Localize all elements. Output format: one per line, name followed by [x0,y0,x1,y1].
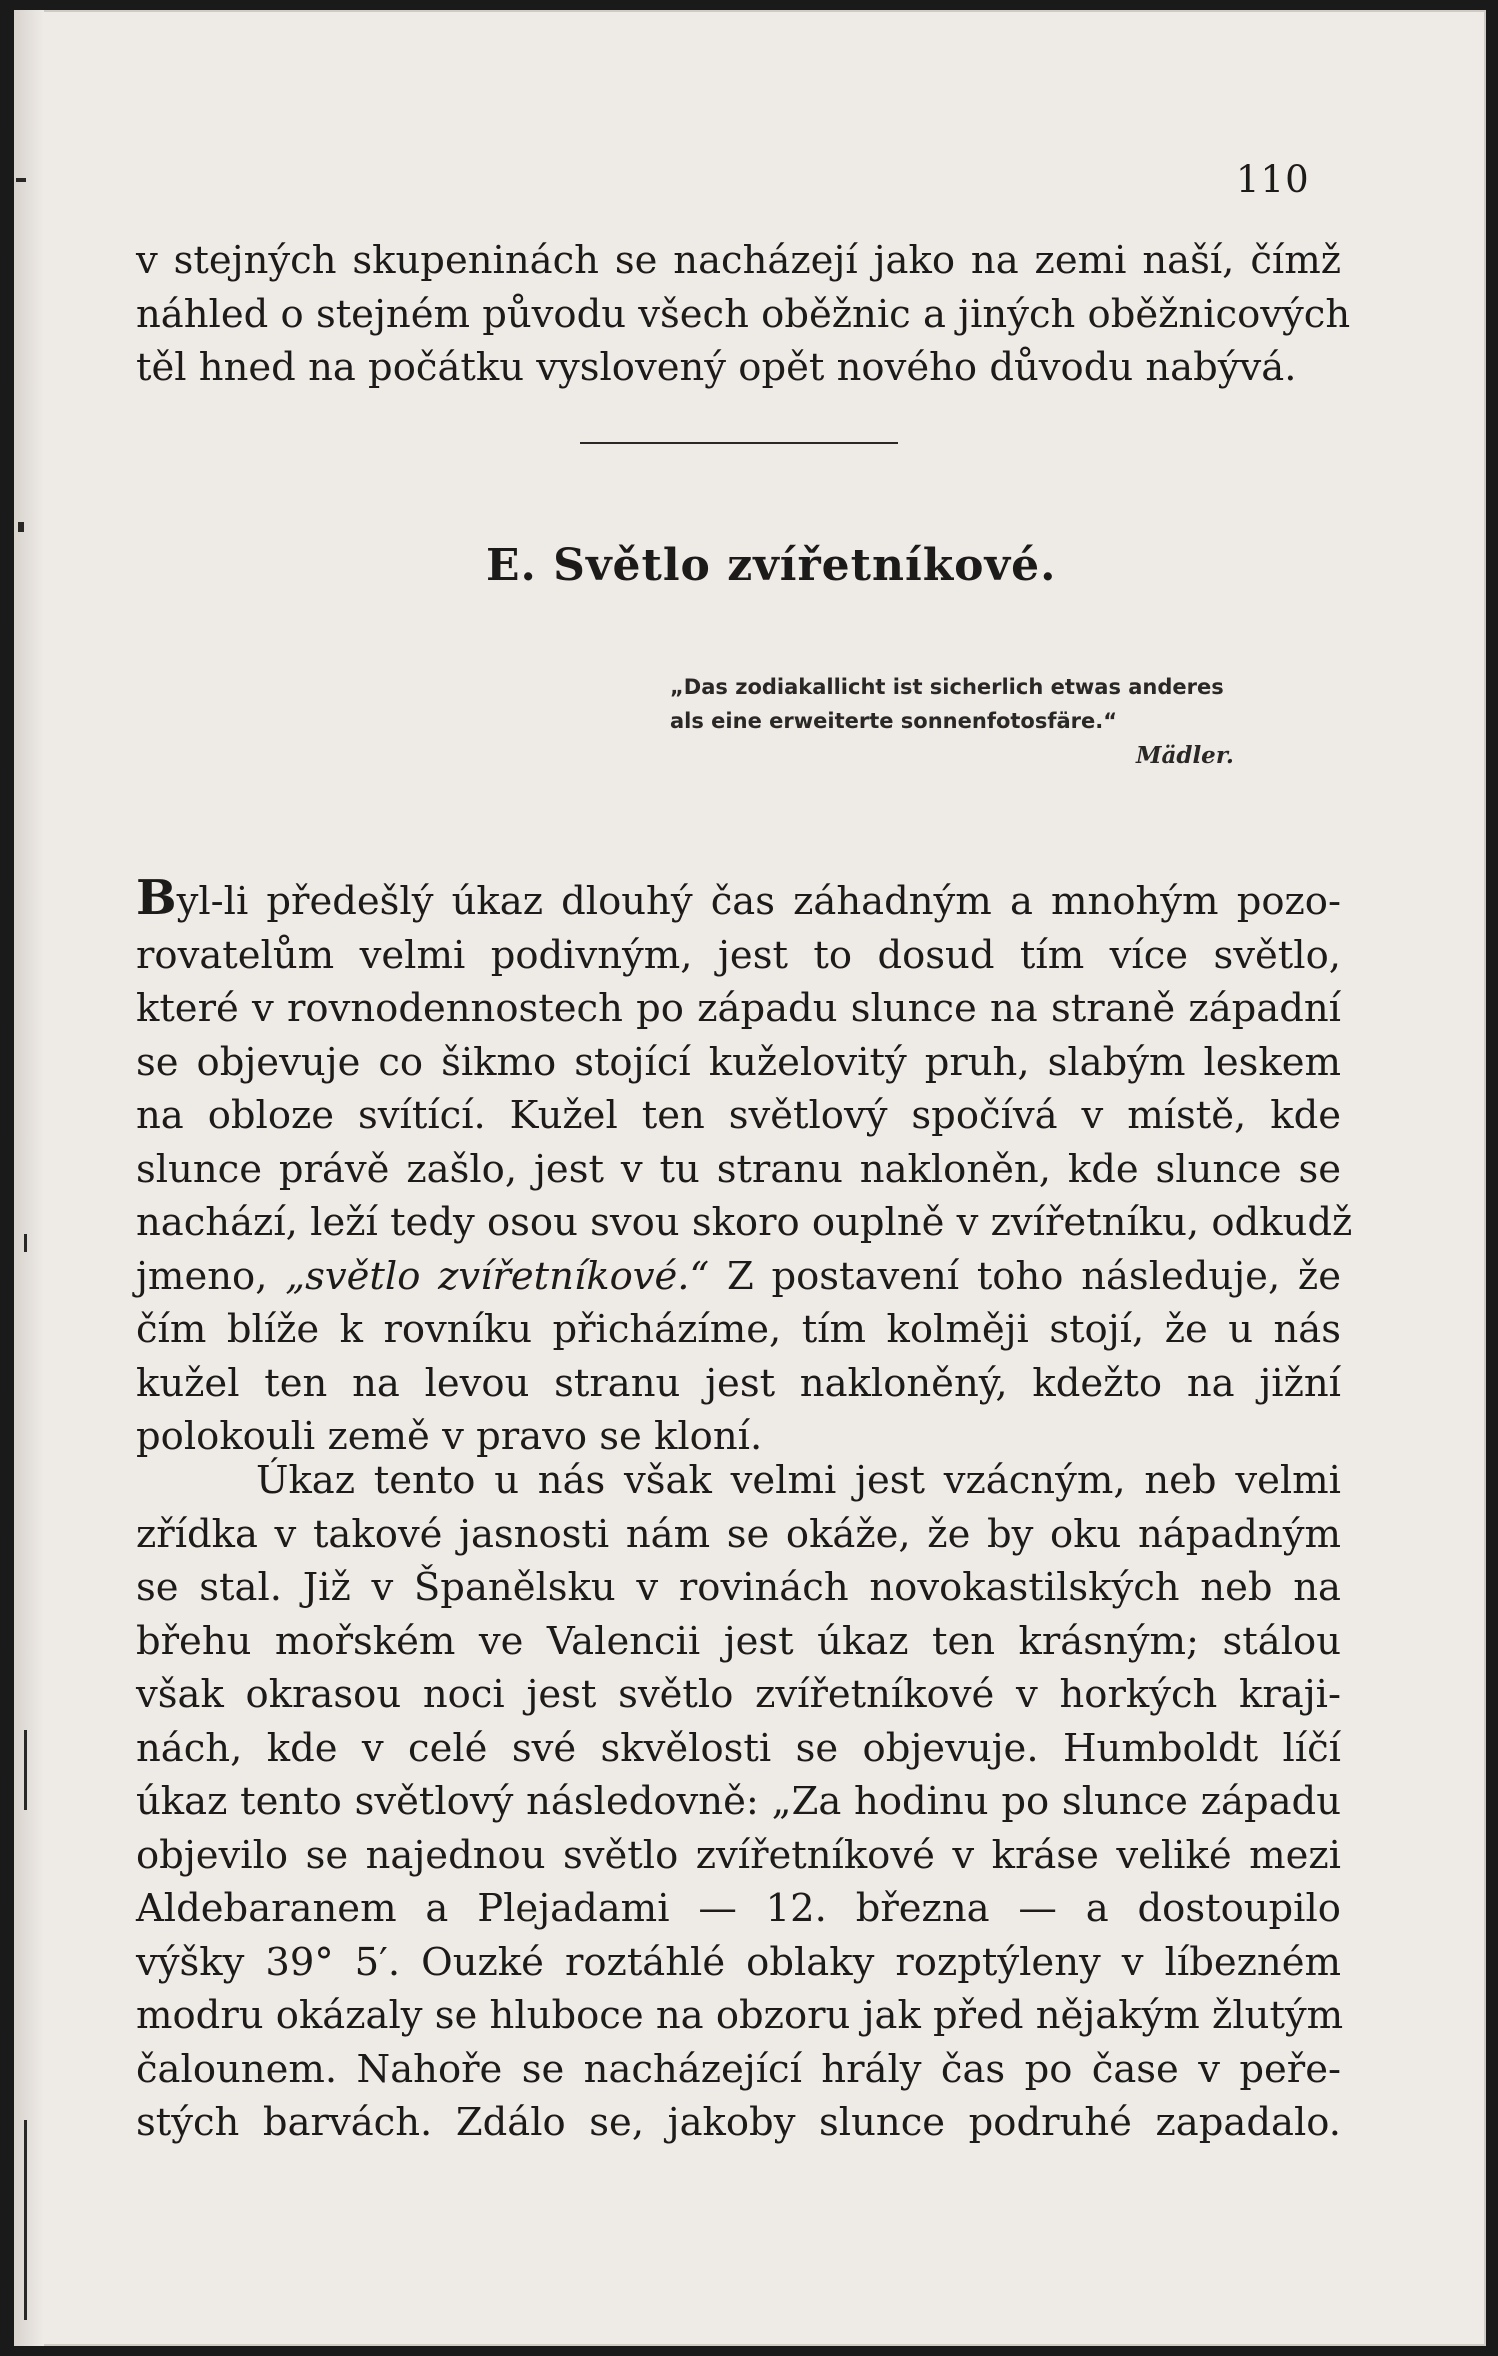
margin-mark [18,522,24,532]
text-line: objevilo se najednou světlo zvířetníkové v kráse veliké mezi [136,1832,1341,1878]
section-title: E. Světlo zvířetníkové. [486,540,1057,591]
margin-mark [24,1234,27,1252]
text-line: však okrasou noci jest světlo zvířetníkové v horkých kraji- [136,1672,1341,1717]
text-line: polokouli země v pravo se kloní. [136,1414,763,1459]
text-line: stých barvách. Zdálo se, jakoby slunce podruhé zapadalo. [136,2100,1341,2145]
book-page [14,10,1486,2346]
text-line: výšky 39° 5′. Ouzké roztáhlé oblaky rozptýleny v líbezném [136,1939,1341,1985]
text-line: zřídka v takové jasnosti nám se okáže, že by oku nápadným [136,1511,1341,1557]
epigraph [670,670,1280,738]
text-line: těl hned na počátku vyslovený opět nového důvodu nabývá. [136,345,1297,390]
text-line: nách, kde v celé své skvělosti se objevuje. Humboldt líčí [136,1725,1341,1771]
margin-mark [16,178,26,182]
text-line [136,1250,1341,1304]
text-line: které v rovnodennostech po západu slunce na straně západní [136,986,1341,1031]
text-line: čalounem. Nahoře se nacházející hrály čas po čase v peře- [136,2046,1341,2092]
text-line: na obloze svítící. Kužel ten světlový spočívá v místě, kde [136,1093,1341,1138]
intro-paragraph [136,234,1351,395]
margin-mark [24,2120,27,2320]
section-divider [580,442,898,444]
text-line: rovatelům velmi podivným, jest to dosud tím více světlo, [136,932,1341,978]
drop-cap: B [136,870,177,926]
text-line: náhled o stejném původu všech oběžnic a jiných oběžnicových [136,291,1351,337]
page-spine-shadow [14,10,44,2346]
text-line: Úkaz tento u nás však velmi jest vzácným, neb velmi [256,1458,1341,1503]
epigraph-author: Mädler. [1136,742,1234,769]
text-line: kužel ten na levou stranu jest nakloněný, kdežto na jižní [136,1360,1341,1406]
text-line [136,872,1341,929]
text-line: úkaz tento světlový následovně: „Za hodinu po slunce západu [136,1779,1341,1824]
text-line: se stal. Již v Španělsku v rovinách novokastilských neb na [136,1565,1341,1610]
text-fragment: Z postavení toho následuje, že [709,1253,1341,1299]
epigraph-line: als eine erweiterte sonnenfotosfäre.“ [670,709,1118,733]
page-number: 110 [1236,158,1310,201]
paragraph-humboldt [136,1454,1344,2150]
text-line: nachází, leží tedy osou svou skoro ouplně v zvířetníku, odkudž [136,1200,1353,1245]
text-line: v stejných skupeninách se nacházejí jako na zemi naší, čímž [136,238,1341,283]
paragraph-zodiacal-light [136,870,1353,1464]
epigraph-line: „Das zodiakallicht ist sicherlich etwas anderes [670,675,1224,699]
text-line: slunce právě zašlo, jest v tu stranu nakloněn, kde slunce se [136,1146,1341,1192]
margin-mark [24,1730,27,1810]
text-line: Aldebaranem a Plejadami — 12. března — a dostoupilo [136,1886,1341,1931]
text-line: modru okázaly se hluboce na obzoru jak před nějakým žlutým [136,1993,1344,2038]
italic-term: „světlo zvířetníkové.“ [285,1253,710,1299]
text-fragment: jmeno, [136,1253,286,1299]
text-line: se objevuje co šikmo stojící kuželovitý pruh, slabým leskem [136,1039,1341,1085]
text-line: čím blíže k rovníku přicházíme, tím kolměji stojí, že u nás [136,1307,1341,1352]
text-line-rest: yl-li předešlý úkaz dlouhý čas záhadným a mnohým pozo- [176,879,1341,924]
text-line: břehu mořském ve Valencii jest úkaz ten krásným; stálou [136,1618,1341,1664]
